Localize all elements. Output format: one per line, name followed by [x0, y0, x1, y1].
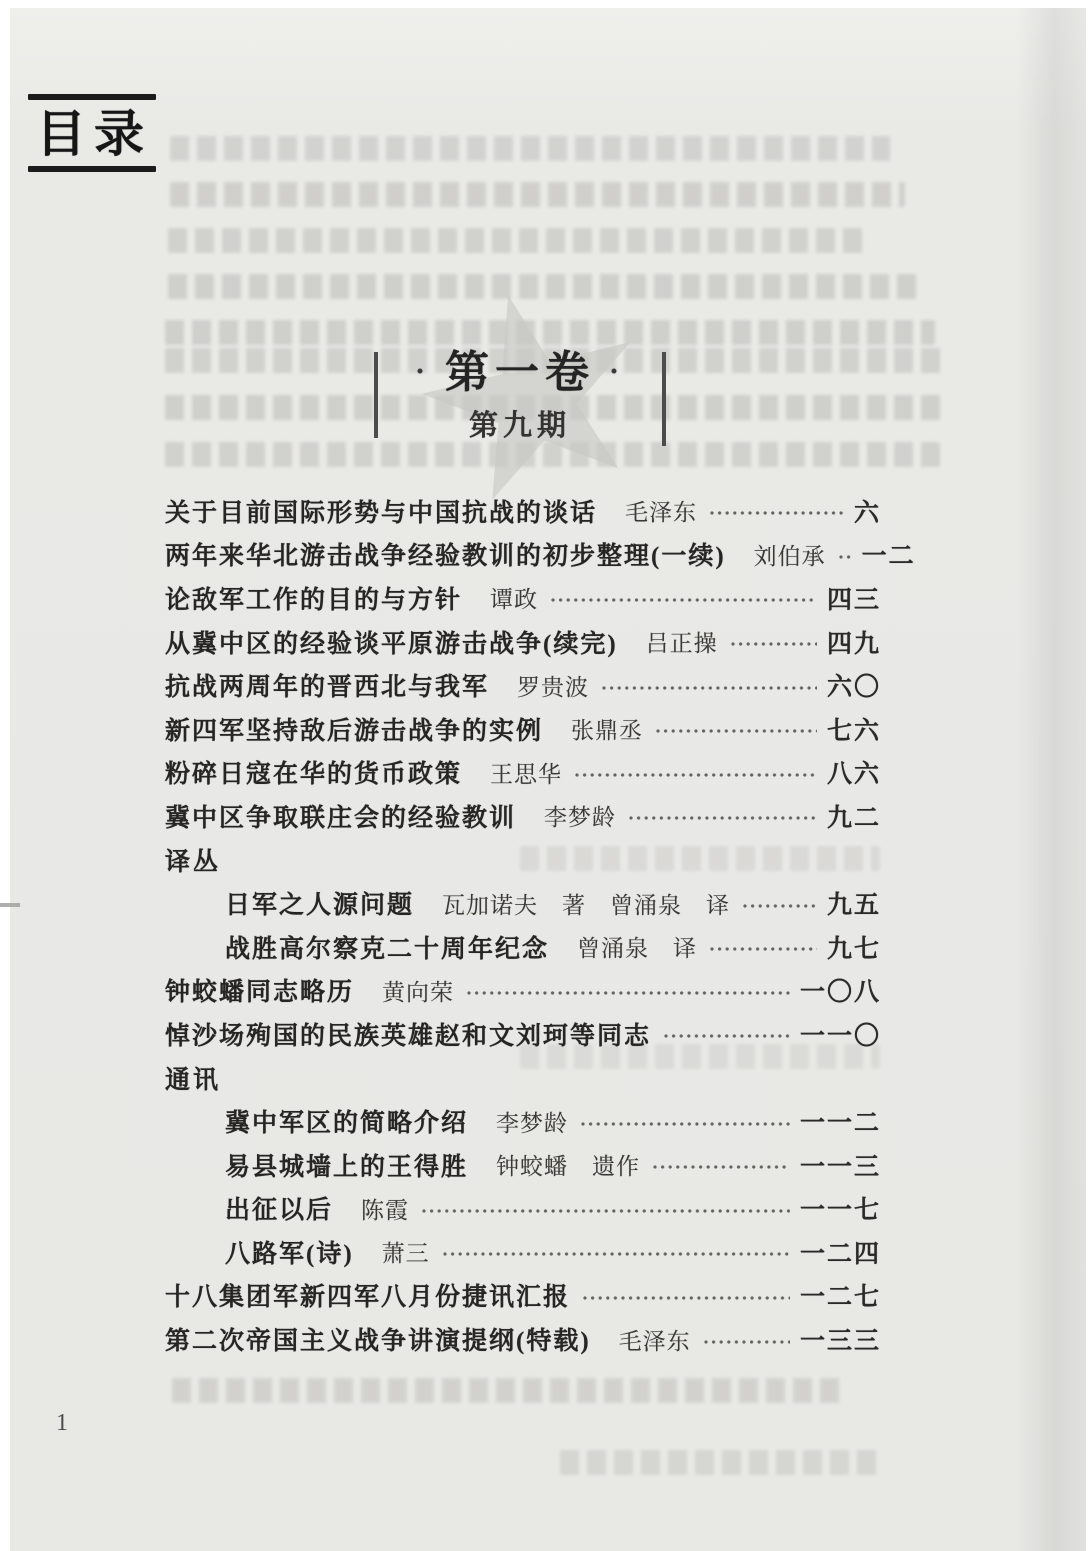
left-edge-mark	[0, 903, 20, 907]
book-edge-shadow	[1016, 8, 1086, 1551]
volume-dot-left: ·	[414, 355, 431, 388]
toc-entry-author: 吕正操	[645, 631, 718, 657]
toc-entry-page: 一一〇	[799, 1022, 881, 1050]
toc-entry-title: 日军之人源问题	[225, 892, 415, 920]
toc-entry-author: 毛泽东	[625, 500, 698, 526]
volume-rule-right	[662, 352, 666, 446]
volume-header	[374, 346, 666, 452]
toc-entry-page: 一二四	[799, 1240, 881, 1268]
toc-entry-page: 六	[853, 499, 881, 527]
toc-entry-author: 陈霞	[361, 1197, 410, 1223]
toc-entry-title: 论敌军工作的目的与方针	[165, 586, 463, 614]
toc-entry-author: 罗贵波	[517, 674, 590, 700]
volume-title-line	[374, 346, 666, 399]
toc-list	[165, 489, 916, 1361]
toc-entry-title: 十八集团军新四军八月份捷讯汇报	[165, 1284, 571, 1312]
toc-entry-page: 一二	[861, 543, 916, 571]
toc-leader-dots	[574, 772, 817, 779]
toc-entry	[165, 1143, 881, 1187]
toc-entry-author: 张鼎丞	[571, 718, 644, 744]
toc-leader-dots	[582, 1295, 790, 1302]
toc-entry-page: 六〇	[826, 674, 881, 702]
toc-leader-dots	[703, 1339, 790, 1346]
toc-leader-dots	[709, 946, 817, 953]
toc-entry-title: 新四军坚持敌后游击战争的实例	[165, 717, 544, 745]
toc-entry	[165, 751, 881, 795]
toc-entry	[165, 707, 881, 751]
toc-entry-page: 一一二	[799, 1110, 881, 1138]
toc-entry-title: 抗战两周年的晋西北与我军	[165, 674, 490, 702]
toc-entry-title: 两年来华北游击战争经验教训的初步整理(一续)	[165, 543, 726, 571]
toc-entry-page: 九五	[826, 892, 881, 920]
toc-entry-page: 一一三	[799, 1153, 881, 1181]
toc-entry-author: 王思华	[490, 761, 563, 787]
toc-entry-author: 曾涌泉 译	[577, 936, 698, 962]
toc-entry-page: 一二七	[799, 1284, 881, 1312]
toc-entry-author: 毛泽东	[618, 1328, 691, 1354]
toc-leader-dots	[652, 1164, 790, 1171]
toc-entry	[165, 1187, 881, 1231]
toc-entry-title: 冀中军区的简略介绍	[225, 1110, 469, 1138]
bleedthrough-text-ghost	[170, 136, 890, 161]
volume-title: 第一卷	[445, 348, 595, 397]
toc-entry	[165, 1317, 881, 1361]
toc-section-header	[165, 1056, 881, 1100]
bleedthrough-text-ghost	[560, 1450, 880, 1475]
toc-entry-author: 黄向荣	[382, 979, 455, 1005]
toc-entry-author: 刘伯承	[753, 543, 826, 569]
toc-entry	[165, 620, 881, 664]
toc-leader-dots	[838, 554, 852, 561]
toc-entry-title: 从冀中区的经验谈平原游击战争(续完)	[165, 630, 618, 658]
toc-entry-title: 粉碎日寇在华的货币政策	[165, 761, 463, 789]
toc-entry-author: 李梦龄	[544, 805, 617, 831]
toc-entry-title: 八路军(诗)	[225, 1240, 354, 1268]
toc-entry-author: 李梦龄	[496, 1110, 569, 1136]
folio-number: 1	[56, 1410, 68, 1436]
volume-dot-right: ·	[609, 355, 626, 388]
toc-entry-page: 四九	[826, 630, 881, 658]
toc-leader-dots	[655, 728, 817, 735]
toc-leader-dots	[730, 641, 817, 648]
toc-leader-dots	[709, 510, 844, 517]
bleedthrough-text-ghost	[170, 182, 905, 207]
toc-section-header	[165, 838, 881, 882]
toc-entry	[165, 969, 881, 1013]
toc-entry-page: 一〇八	[799, 979, 881, 1007]
toc-entry-author: 谭政	[490, 587, 539, 613]
bleedthrough-text-ghost	[172, 1378, 842, 1403]
toc-entry-title: 第二次帝国主义战争讲演提纲(特载)	[165, 1328, 591, 1356]
toc-leader-dots	[742, 903, 817, 910]
toc-entry	[165, 881, 881, 925]
bleedthrough-text-ghost	[168, 228, 868, 253]
toc-entry-page: 四三	[826, 586, 881, 614]
volume-rule-left	[374, 352, 378, 438]
toc-entry-page: 七六	[826, 717, 881, 745]
toc-leader-dots	[628, 815, 817, 822]
toc-entry-title: 战胜高尔察克二十周年纪念	[225, 935, 550, 963]
toc-entry-page: 一一七	[799, 1197, 881, 1225]
toc-entry	[165, 1230, 881, 1274]
toc-entry	[165, 1099, 881, 1143]
toc-entry-title: 易县城墙上的王得胜	[225, 1153, 469, 1181]
toc-entry	[165, 663, 881, 707]
toc-entry-title: 悼沙场殉国的民族英雄赵和文刘珂等同志	[165, 1022, 652, 1050]
toc-entry-page: 一三三	[799, 1328, 881, 1356]
toc-entry-page: 九七	[826, 935, 881, 963]
toc-entry	[165, 1274, 881, 1318]
toc-entry	[165, 794, 881, 838]
toc-leader-dots	[663, 1033, 790, 1040]
toc-entry-title: 冀中区争取联庄会的经验教训	[165, 804, 517, 832]
toc-entry-author: 钟蛟蟠 遗作	[496, 1154, 641, 1180]
toc-leader-dots	[550, 597, 817, 604]
toc-entry	[165, 576, 881, 620]
bleedthrough-text-ghost	[168, 274, 923, 299]
toc-leader-dots	[580, 1121, 790, 1128]
toc-leader-dots	[601, 685, 817, 692]
toc-entry-page: 八六	[826, 761, 881, 789]
toc-entry-page: 九二	[826, 804, 881, 832]
toc-entry-title: 钟蛟蟠同志略历	[165, 979, 355, 1007]
toc-entry	[165, 925, 881, 969]
issue-label: 第九期	[468, 410, 571, 442]
toc-entry-title: 出征以后	[225, 1197, 334, 1225]
toc-entry-author: 萧三	[381, 1241, 430, 1267]
bleedthrough-text-ghost	[165, 320, 935, 345]
toc-entry-title: 通讯	[165, 1066, 222, 1094]
toc-leader-dots	[421, 1208, 790, 1215]
toc-leader-dots	[466, 990, 790, 997]
toc-leader-dots	[442, 1251, 790, 1258]
page-title: 目录	[36, 106, 152, 162]
toc-entry	[165, 489, 881, 533]
header-rule-bottom	[28, 166, 156, 172]
toc-entry	[165, 1012, 881, 1056]
toc-entry-title: 关于目前国际形势与中国抗战的谈话	[165, 499, 598, 527]
contents-header	[28, 94, 156, 172]
toc-entry	[165, 533, 916, 577]
toc-entry-author: 瓦加诺夫 著 曾涌泉 译	[442, 892, 731, 918]
toc-entry-title: 译丛	[165, 848, 222, 876]
